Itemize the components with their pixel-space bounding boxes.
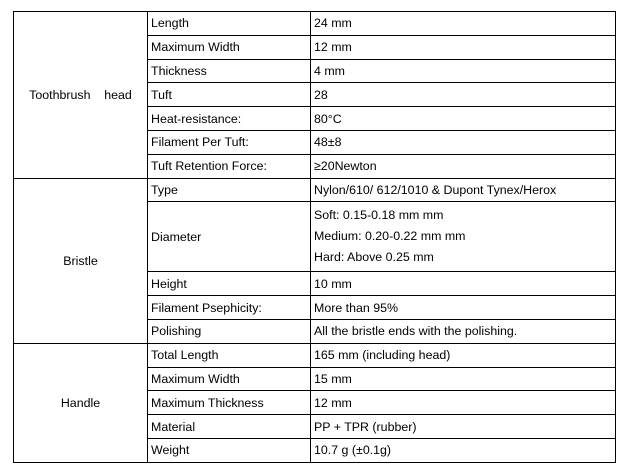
- property-label: Maximum Width: [151, 40, 240, 55]
- value-cell: [311, 438, 616, 462]
- table-row: [14, 178, 616, 202]
- value-cell: [311, 83, 616, 107]
- value-text: ≥20Newton: [314, 159, 377, 174]
- value-cell: [311, 35, 616, 59]
- property-cell: [148, 154, 311, 178]
- property-label: Weight: [151, 443, 190, 458]
- group-label: Handle: [60, 395, 101, 410]
- property-label: Total Length: [151, 348, 219, 363]
- property-label: Length: [151, 16, 189, 31]
- value-cell: [311, 415, 616, 439]
- property-label: Filament Psephicity:: [151, 300, 262, 315]
- property-cell: [148, 12, 311, 36]
- spec-table: [13, 11, 616, 463]
- property-cell: [148, 367, 311, 391]
- value-text: All the bristle ends with the polishing.: [314, 324, 518, 339]
- value-text: 10.7 g (±0.1g): [314, 443, 392, 458]
- value-text: More than 95%: [314, 300, 399, 315]
- value-text: 12 mm: [314, 40, 352, 55]
- property-label: Height: [151, 276, 187, 291]
- value-cell: [311, 272, 616, 296]
- property-cell: [148, 178, 311, 202]
- property-label: Diameter: [151, 229, 202, 244]
- group-cell: [14, 178, 148, 343]
- table-row: [14, 12, 616, 36]
- value-text: 4 mm: [314, 63, 345, 78]
- value-text: 48±8: [314, 135, 342, 150]
- group-label: Bristle: [63, 253, 98, 268]
- value-text: 12 mm: [314, 395, 352, 410]
- property-label: Maximum Thickness: [151, 395, 264, 410]
- property-cell: [148, 35, 311, 59]
- value-cell: [311, 343, 616, 367]
- value-cell: [311, 178, 616, 202]
- property-cell: [148, 343, 311, 367]
- property-label: Material: [151, 419, 196, 434]
- value-cell: [311, 367, 616, 391]
- value-text: 28: [314, 87, 328, 102]
- group-cell: [14, 12, 148, 179]
- value-cell: [311, 107, 616, 131]
- property-cell: [148, 130, 311, 154]
- property-label: Type: [151, 182, 178, 197]
- property-label: Thickness: [151, 63, 207, 78]
- property-cell: [148, 59, 311, 83]
- value-cell: [311, 319, 616, 343]
- property-label: Tuft Retention Force:: [151, 159, 267, 174]
- value-text: Medium: 0.20-0.22 mm mm: [314, 229, 466, 244]
- property-label: Polishing: [151, 324, 202, 339]
- property-cell: [148, 415, 311, 439]
- property-label: Maximum Width: [151, 371, 240, 386]
- property-cell: [148, 319, 311, 343]
- spec-table-body: [14, 12, 616, 463]
- value-text: Soft: 0.15-0.18 mm mm: [314, 208, 444, 223]
- property-cell: [148, 107, 311, 131]
- property-cell: [148, 202, 311, 272]
- value-cell: [311, 202, 616, 272]
- value-cell: [311, 391, 616, 415]
- property-cell: [148, 438, 311, 462]
- property-label: Tuft: [151, 87, 172, 102]
- value-cell: [311, 59, 616, 83]
- value-cell: [311, 12, 616, 36]
- value-text: Hard: Above 0.25 mm: [314, 250, 434, 265]
- table-row: [14, 343, 616, 367]
- property-label: Filament Per Tuft:: [151, 135, 249, 150]
- value-text: 10 mm: [314, 276, 352, 291]
- value-text: 15 mm: [314, 371, 352, 386]
- property-cell: [148, 83, 311, 107]
- value-text: 80°C: [314, 111, 342, 126]
- value-cell: [311, 296, 616, 320]
- property-cell: [148, 391, 311, 415]
- property-cell: [148, 272, 311, 296]
- group-cell: [14, 343, 148, 462]
- value-text: Nylon/610/ 612/1010 & Dupont Tynex/Herox: [314, 182, 557, 197]
- value-text: PP + TPR (rubber): [314, 419, 417, 434]
- value-cell: [311, 154, 616, 178]
- value-text: 24 mm: [314, 16, 352, 31]
- group-label: Toothbrush head: [29, 87, 132, 102]
- property-label: Heat-resistance:: [151, 111, 242, 126]
- value-cell: [311, 130, 616, 154]
- property-cell: [148, 296, 311, 320]
- value-text: 165 mm (including head): [314, 348, 451, 363]
